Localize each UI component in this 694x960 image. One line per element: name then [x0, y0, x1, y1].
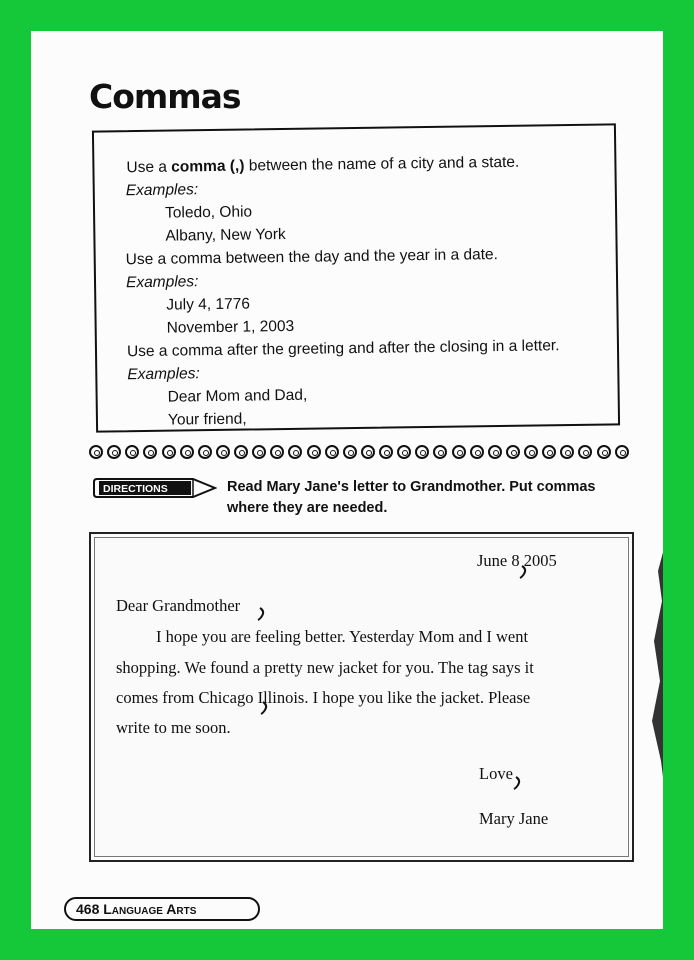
page-title: Commas	[89, 77, 241, 116]
spiral-dot	[615, 445, 629, 459]
example-item: Your friend,	[167, 410, 247, 429]
spiral-dot	[288, 445, 302, 459]
spiral-dot	[506, 445, 520, 459]
spiral-dot	[143, 445, 157, 459]
spiral-dot	[524, 445, 538, 459]
spiral-dot	[397, 445, 411, 459]
spiral-dot	[452, 445, 466, 459]
spiral-dot	[125, 445, 139, 459]
spiral-dot	[325, 445, 339, 459]
letter-body-line: I hope you are feeling better. Yesterday Mom and I went	[156, 627, 529, 646]
spiral-dot	[234, 445, 248, 459]
spiral-dot	[343, 445, 357, 459]
directions-label: DIRECTIONS	[103, 483, 168, 495]
spiral-dot	[361, 445, 375, 459]
example-item: Toledo, Ohio	[164, 203, 253, 222]
letter-greeting: Dear Grandmother	[116, 596, 241, 615]
spiral-dot	[180, 445, 194, 459]
example-item: Albany, New York	[165, 225, 286, 245]
page-edge-decoration	[652, 541, 663, 801]
spiral-dot	[162, 445, 176, 459]
worksheet-page	[31, 31, 663, 929]
directions-text: Read Mary Jane's letter to Grandmother. Put commas where they are needed.	[227, 479, 596, 516]
rule-keyword: comma (,)	[171, 157, 245, 176]
examples-label: Examples:	[127, 365, 200, 384]
spiral-dot	[198, 445, 212, 459]
inserted-comma-mark	[512, 775, 524, 791]
spiral-dot	[560, 445, 574, 459]
rule-text-part: Use a	[126, 158, 172, 177]
example-item: November 1, 2003	[166, 317, 295, 337]
rule-date: Use a comma between the day and the year in a date.	[125, 246, 499, 269]
inserted-comma-mark	[259, 700, 271, 716]
spiral-dot	[578, 445, 592, 459]
letter-body-line: comes from Chicago Illinois. I hope you like the jacket. Please	[116, 688, 531, 707]
letter-box	[89, 532, 634, 862]
spiral-dot	[252, 445, 266, 459]
rule-city-state	[126, 154, 519, 177]
rule-letter: Use a comma after the greeting and after the closing in a letter.	[126, 337, 560, 361]
spiral-dot	[415, 445, 429, 459]
directions-pencil-badge	[93, 477, 217, 499]
spiral-dot	[270, 445, 284, 459]
letter-date: June 8 2005	[477, 551, 557, 570]
letter-signature: Mary Jane	[479, 809, 549, 828]
letter-closing: Love	[479, 764, 513, 783]
spiral-dot	[307, 445, 321, 459]
examples-label: Examples:	[125, 273, 199, 292]
letter-body-line: shopping. We found a pretty new jacket for you. The tag says it	[116, 658, 534, 677]
page-footer-badge	[64, 897, 260, 921]
spiral-dot	[216, 445, 230, 459]
spiral-dot	[433, 445, 447, 459]
inserted-comma-mark	[518, 564, 530, 580]
spiral-dot	[379, 445, 393, 459]
decorative-dot-border	[89, 445, 629, 463]
example-item: July 4, 1776	[166, 295, 251, 314]
page-footer-text: 468 Language Arts	[76, 901, 197, 917]
spiral-dot	[89, 445, 103, 459]
spiral-dot	[542, 445, 556, 459]
example-item: Dear Mom and Dad,	[167, 386, 308, 406]
examples-label: Examples:	[125, 181, 199, 200]
inserted-comma-mark	[256, 606, 268, 622]
letter-body-line: write to me soon.	[116, 718, 231, 737]
spiral-dot	[107, 445, 121, 459]
spiral-dot	[470, 445, 484, 459]
spiral-dot	[597, 445, 611, 459]
comma-rules-box	[92, 123, 620, 432]
spiral-dot	[488, 445, 502, 459]
rule-text-part: between the name of a city and a state.	[244, 153, 520, 175]
